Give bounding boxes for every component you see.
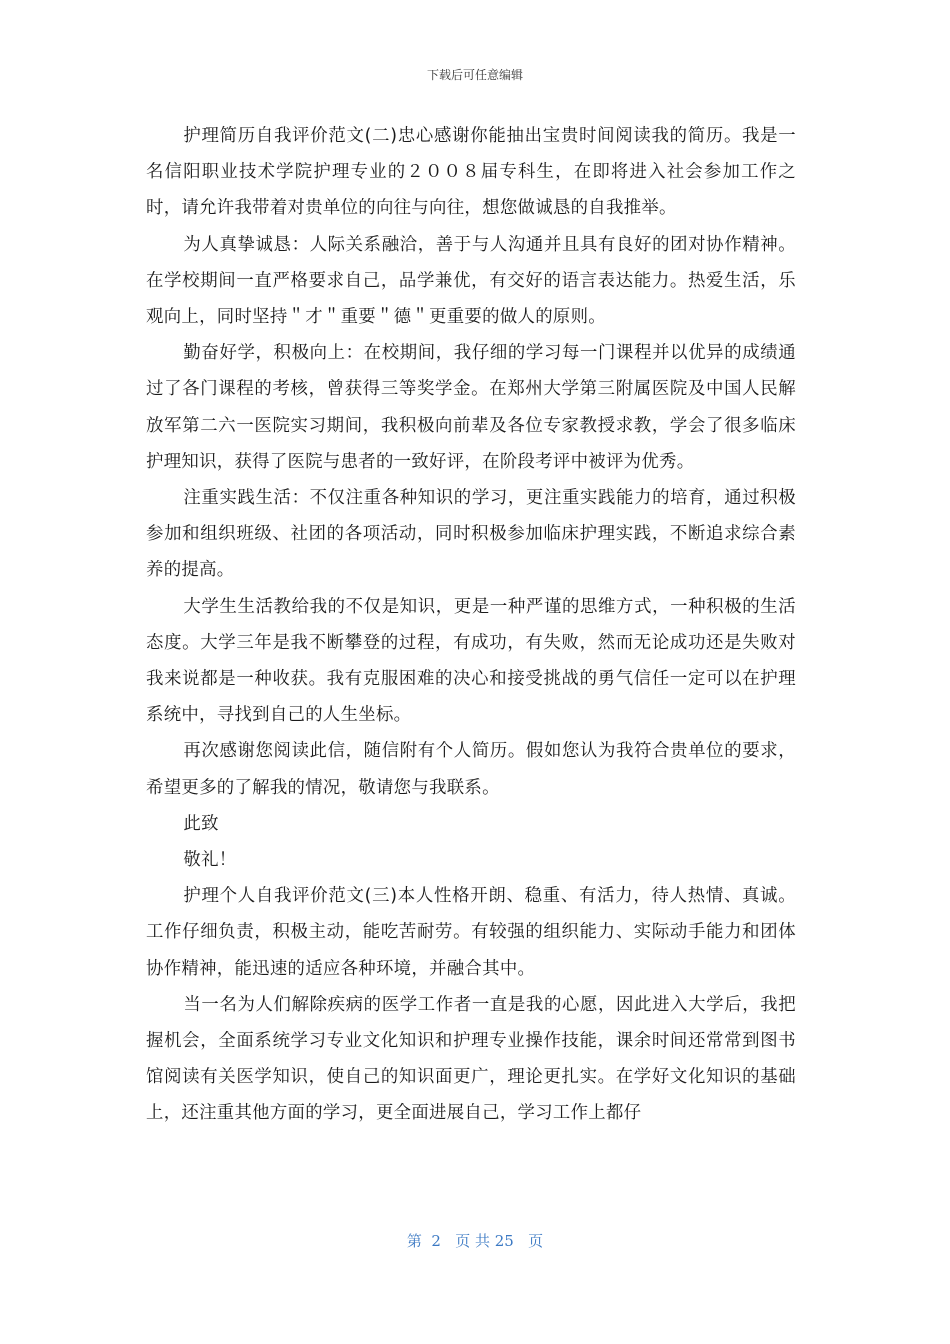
paragraph-3: 勤奋好学，积极向上：在校期间，我仔细的学习每一门课程并以优异的成绩通过了各门课程的考核，曾获得三等奖学金。在郑州大学第三附属医院及中国人民解放军第二六一医院实习期间，我积极向前辈及各位专家教授求教，学会了很多临床护理知识，获得了医院与患者的一致好评，在阶段考评中被评为优秀。 bbox=[146, 343, 796, 472]
paragraph-2: 为人真挚诚恳：人际关系融洽，善于与人沟通并且具有良好的团对协作精神。在学校期间一直严格要求自己，品学兼优，有交好的语言表达能力。热爱生活，乐观向上，同时坚持＂才＂重要＂德＂更重要的做人的原则。 bbox=[146, 234, 796, 328]
document-body bbox=[146, 118, 796, 1132]
closing-regards: 敬礼！ bbox=[183, 850, 237, 871]
page-header-note: 下载后可任意编辑 bbox=[426, 68, 523, 82]
paragraph-4: 注重实践生活：不仅注重各种知识的学习，更注重实践能力的培育，通过积极参加和组织班级、社团的各项活动，同时积极参加临床护理实践，不断追求综合素养的提高。 bbox=[146, 488, 796, 581]
paragraph-6: 再次感谢您阅读此信，随信附有个人简历。假如您认为我符合贵单位的要求，希望更多的了解我的情况，敬请您与我联系。 bbox=[146, 741, 796, 798]
paragraph-8: 当一名为人们解除疾病的医学工作者一直是我的心愿，因此进入大学后，我把握机会，全面系统学习专业文化知识和护理专业操作技能，课余时间还常常到图书馆阅读有关医学知识，使自己的知识面更广，理论更扎实。在学好文化知识的基础上，还注重其他方面的学习，更全面进展自己，学习工作上都仔 bbox=[146, 994, 796, 1124]
paragraph-7: 护理个人自我评价范文(三)本人性格开朗、稳重、有活力，待人热情、真诚。工作仔细负责，积极主动，能吃苦耐劳。有较强的组织能力、实际动手能力和团体协作精神，能迅速的适应各种环境，并融合其中。 bbox=[146, 886, 796, 979]
paragraph-5: 大学生生活教给我的不仅是知识，更是一种严谨的思维方式，一种积极的生活态度。大学三年是我不断攀登的过程，有成功，有失败，然而无论成功还是失败对我来说都是一种收获。我有克服困难的决心和接受挑战的勇气信任一定可以在护理系统中，寻找到自己的人生坐标。 bbox=[146, 596, 796, 726]
page-number-footer: 第 2 页 共 25 页 bbox=[406, 1232, 544, 1250]
paragraph-1: 护理简历自我评价范文(二)忠心感谢你能抽出宝贵时间阅读我的简历。我是一名信阳职业技术学院护理专业的２００８届专科生，在即将进入社会参加工作之时，请允许我带着对贵单位的向往与向往，想您做诚恳的自我推举。 bbox=[146, 126, 796, 219]
closing-salutation: 此致 bbox=[183, 813, 219, 834]
